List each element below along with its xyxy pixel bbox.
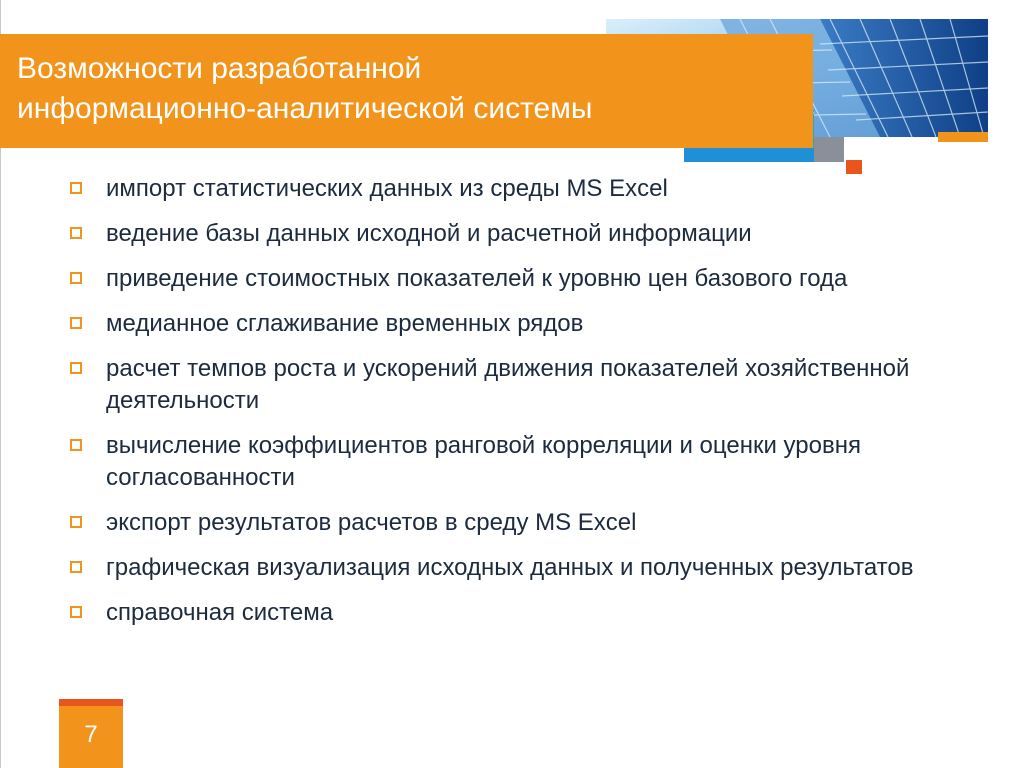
red-square [846,160,862,174]
bullet-item [68,430,998,494]
square-bullet-icon [70,182,82,194]
bullet-text: вычисление коэффициентов ранговой корреляции и оценки уровня согласованности [106,432,861,491]
bullet-item [68,353,998,417]
bullet-item [68,552,998,584]
bullet-text: ведение базы данных исходной и расчетной информации [106,220,752,247]
square-bullet-icon [70,227,82,239]
page-number: 7 [84,721,98,748]
square-bullet-icon [70,317,82,329]
bullet-text: импорт статистических данных из среды MS Excel [106,175,668,202]
bullet-text: медианное сглаживание временных рядов [106,310,584,337]
bullet-item [68,597,998,629]
bullet-item [68,308,998,340]
bullet-text: экспорт результатов расчетов в среду MS Excel [106,509,637,536]
bullet-text: справочная система [106,599,334,626]
slide-title [17,49,797,129]
square-bullet-icon [70,439,82,451]
page-number-accent [59,699,123,706]
square-bullet-icon [70,606,82,618]
title-line-1: Возможности разработанной [17,52,422,85]
bullet-item [68,218,998,250]
bullet-text: графическая визуализация исходных данных и полученных результатов [106,554,914,581]
square-bullet-icon [70,272,82,284]
bullet-list [68,173,998,642]
gray-block [814,137,844,162]
bullet-text: приведение стоимостных показателей к уровню цен базового года [106,265,848,292]
bullet-text: расчет темпов роста и ускорений движения показателей хозяйственной деятельности [106,355,910,414]
square-bullet-icon [70,516,82,528]
title-line-2: информационно-аналитической системы [17,92,593,125]
bullet-item [68,507,998,539]
bullet-item [68,173,998,205]
square-bullet-icon [70,362,82,374]
bullet-item [68,263,998,295]
square-bullet-icon [70,561,82,573]
